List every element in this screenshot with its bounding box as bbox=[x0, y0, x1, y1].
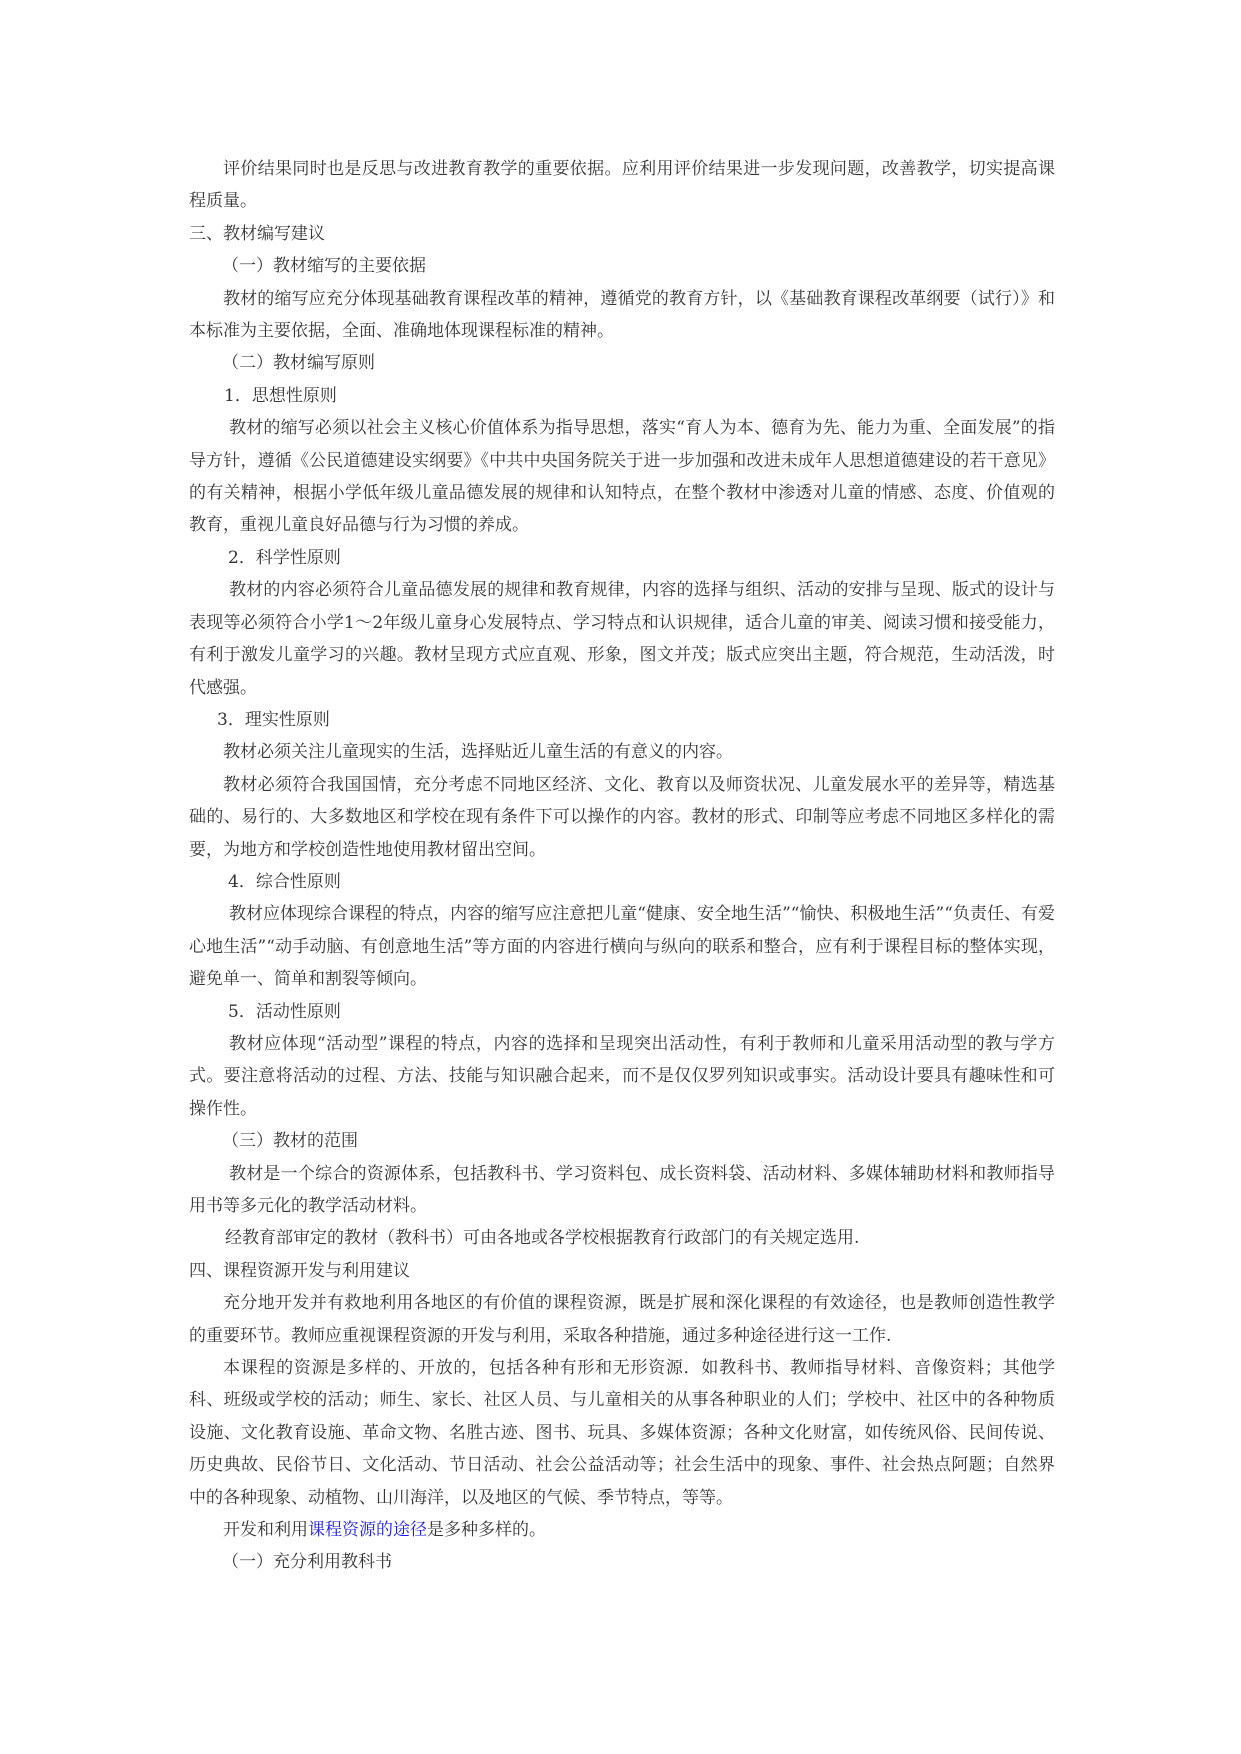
item-heading-practical: 3．理实性原则 bbox=[217, 709, 330, 730]
paragraph-main-basis: 教材的缩写应充分体现基础教育课程改革的精神，遵循党的教育方针，以《基础教育课程改革纲要（试行）》和本标准为主要依据，全面、准确地体现课程标准的精神。 bbox=[189, 288, 1055, 342]
section-heading-textbook-writing: 三、教材编写建议 bbox=[189, 223, 325, 244]
resources-ways-text-before: 开发和利用 bbox=[223, 1520, 308, 1541]
subheading-textbook-scope: （三）教材的范围 bbox=[222, 1131, 358, 1152]
paragraph-practical-1: 教材必须关注儿童现实的生活，选择贴近儿童生活的有意义的内容。 bbox=[223, 742, 733, 763]
paragraph-ideological: 教材的缩写必须以社会主义核心价值体系为指导思想，落实“育人为本、德育为先、能力为重、全面发展”的指导方针，遵循《公民道德建设实纲要》《中共中央国务院关于进一步加强和改进未成年人思想道德建设的若干意见》的有关精神，根据小学低年级儿童品德发展的规律和认知特点，在整个教材中渗透对儿童的情感、态度、价值观的教育，重视儿童良好品德与行为习惯的养成。 bbox=[189, 418, 1055, 536]
paragraph-comprehensive: 教材应体现综合课程的特点，内容的缩写应注意把儿童“健康、安全地生活”“愉快、积极地生活”“负责任、有爱心地生活”“动手动脑、有创意地生活”等方面的内容进行横向与纵向的联系和整合，应有利于课程目标的整体实现，避免单一、简单和割裂等倾向。 bbox=[189, 904, 1055, 990]
section-heading-resources: 四、课程资源开发与利用建议 bbox=[189, 1260, 410, 1281]
subheading-main-basis: （一）教材缩写的主要依据 bbox=[222, 256, 426, 277]
resources-ways-text-after: 是多种多样的。 bbox=[427, 1520, 546, 1541]
paragraph-approved-textbooks: 经教育部审定的教材（教科书）可由各地或各学校根据教育行政部门的有关规定选用. bbox=[225, 1228, 860, 1249]
document-body bbox=[189, 153, 1055, 1579]
link-resource-ways[interactable]: 课程资源的途径 bbox=[308, 1520, 427, 1541]
paragraph-resources-types: 本课程的资源是多样的、开放的，包括各种有形和无形资源．如教科书、教师指导材料、音像资料；其他学科、班级或学校的活动；师生、家长、社区人员、与儿童相关的从事各种职业的人们；学校中、社区中的各种物质设施、文化教育设施、革命文物、名胜古迹、图书、玩具、多媒体资源；各种文化财富，如传统风俗、民间传说、历史典故、民俗节日、文化活动、节日活动、社会公益活动等；社会生活中的现象、事件、社会热点阿题；自然界中的各种现象、动植物、山川海洋，以及地区的气候、季节特点，等等。 bbox=[189, 1358, 1055, 1508]
item-heading-activity: 5．活动性原则 bbox=[228, 1001, 341, 1022]
paragraph-practical-2: 教材必须符合我国国情，充分考虑不同地区经济、文化、教育以及师资状况、儿童发展水平的差异等，精选基础的、易行的、大多数地区和学校在现有条件下可以操作的内容。教材的形式、印制等应考虑不同地区多样化的需要，为地方和学校创造性地使用教材留出空间。 bbox=[189, 774, 1055, 860]
subheading-use-textbooks: （一）充分利用教科书 bbox=[222, 1552, 392, 1573]
paragraph-resources-development: 充分地开发并有救地利用各地区的有价值的课程资源，既是扩展和深化课程的有效途径，也是教师创造性教学的重要环节。教师应重视课程资源的开发与利用，采取各种措施，通过多种途径进行这一工作. bbox=[189, 1293, 1055, 1346]
subheading-writing-principles: （二）教材编写原则 bbox=[222, 353, 375, 374]
item-heading-scientific: 2．科学性原则 bbox=[228, 547, 341, 568]
paragraph-evaluation-results: 评价结果同时也是反思与改进教育教学的重要依据。应利用评价结果进一步发现问题，改善教学，切实提高课程质量。 bbox=[189, 159, 1055, 212]
paragraph-activity: 教材应体现“活动型”课程的特点，内容的选择和呈现突出活动性，有利于教师和儿童采用活动型的教与学方式。要注意将活动的过程、方法、技能与知识融合起来，而不是仅仅罗列知识或事实。活动设计要具有趣味性和可操作性。 bbox=[189, 1033, 1055, 1119]
paragraph-scientific: 教材的内容必须符合儿童品德发展的规律和教育规律，内容的选择与组织、活动的安排与呈现、版式的设计与表现等必须符合小学1～2年级儿童身心发展特点、学习特点和认识规律，适合儿童的审美、阅读习惯和接受能力，有利于激发儿童学习的兴趣。教材呈现方式应直观、形象，图文并茂；版式应突出主题，符合规范，生动活泼，时代感强。 bbox=[189, 580, 1055, 698]
item-heading-ideological: 1．思想性原则 bbox=[224, 385, 337, 406]
paragraph-resources-ways bbox=[189, 1514, 1055, 1546]
paragraph-textbook-scope: 教材是一个综合的资源体系，包括教科书、学习资料包、成长资料袋、活动材料、多媒体辅助材料和教师指导用书等多元化的教学活动材料。 bbox=[189, 1163, 1055, 1216]
item-heading-comprehensive: 4．综合性原则 bbox=[228, 871, 341, 892]
